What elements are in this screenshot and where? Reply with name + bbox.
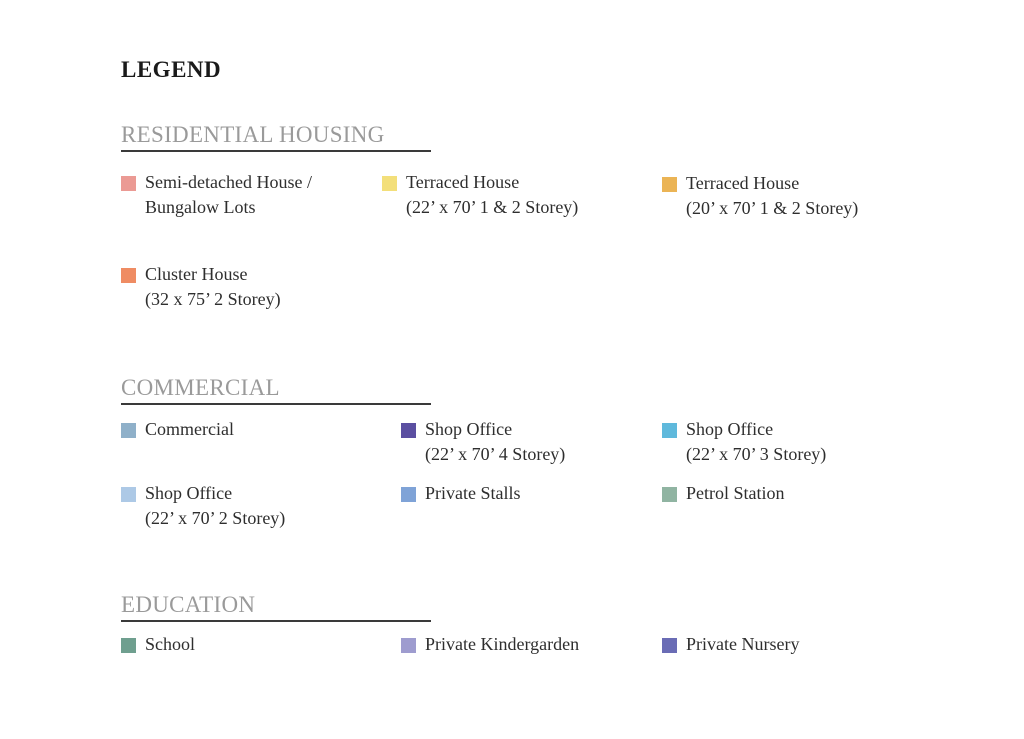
legend-item-label: Shop Office <box>686 419 774 439</box>
color-swatch <box>662 423 677 438</box>
section-heading-education: EDUCATION <box>121 592 431 622</box>
legend-item-detail: (22’ x 70’ 2 Storey) <box>145 508 286 528</box>
legend-item-label: Petrol Station <box>686 483 785 503</box>
legend-item-private-nursery <box>662 632 799 657</box>
legend-item-label: Private Stalls <box>425 483 521 503</box>
color-swatch <box>121 638 136 653</box>
section-heading-commercial: COMMERCIAL <box>121 375 431 405</box>
legend-item-petrol-station <box>662 481 785 506</box>
legend-item-detail: (22’ x 70’ 4 Storey) <box>425 444 566 464</box>
color-swatch <box>401 487 416 502</box>
legend-item-private-stalls <box>401 481 521 506</box>
legend-item-school <box>121 632 195 657</box>
legend-item-label: Private Kindergarden <box>425 634 580 654</box>
legend-title: LEGEND <box>121 57 222 82</box>
color-swatch <box>121 268 136 283</box>
legend-item-shop-office-3 <box>662 417 826 467</box>
legend-item-label: School <box>145 634 196 654</box>
legend-item-cluster-house <box>121 262 281 312</box>
color-swatch <box>662 177 677 192</box>
legend-item-detail: (20’ x 70’ 1 & 2 Storey) <box>686 198 859 218</box>
legend-item-label: Commercial <box>145 419 234 439</box>
color-swatch <box>401 423 416 438</box>
legend-item-label: Terraced House <box>406 172 520 192</box>
legend-item-label: Private Nursery <box>686 634 800 654</box>
legend-item-label: Semi-detached House / <box>145 172 312 192</box>
legend-item-label: Cluster House <box>145 264 248 284</box>
legend-item-detail: Bungalow Lots <box>145 197 256 217</box>
legend-item-terraced-22 <box>382 170 578 220</box>
color-swatch <box>121 487 136 502</box>
legend-item-label: Shop Office <box>425 419 513 439</box>
color-swatch <box>662 638 677 653</box>
legend-item-terraced-20 <box>662 171 858 221</box>
color-swatch <box>382 176 397 191</box>
legend-item-shop-office-2 <box>121 481 285 531</box>
color-swatch <box>662 487 677 502</box>
section-heading-residential: RESIDENTIAL HOUSING <box>121 122 431 152</box>
legend-item-detail: (22’ x 70’ 3 Storey) <box>686 444 827 464</box>
legend-item-private-kindergarden <box>401 632 579 657</box>
legend-item-detail: (22’ x 70’ 1 & 2 Storey) <box>406 197 579 217</box>
legend-item-shop-office-4 <box>401 417 565 467</box>
legend-item-semi-detached <box>121 170 312 220</box>
color-swatch <box>121 423 136 438</box>
legend-item-detail: (32 x 75’ 2 Storey) <box>145 289 281 309</box>
legend-item-label: Shop Office <box>145 483 233 503</box>
legend-item-label: Terraced House <box>686 173 800 193</box>
legend-item-commercial <box>121 417 234 442</box>
color-swatch <box>401 638 416 653</box>
color-swatch <box>121 176 136 191</box>
